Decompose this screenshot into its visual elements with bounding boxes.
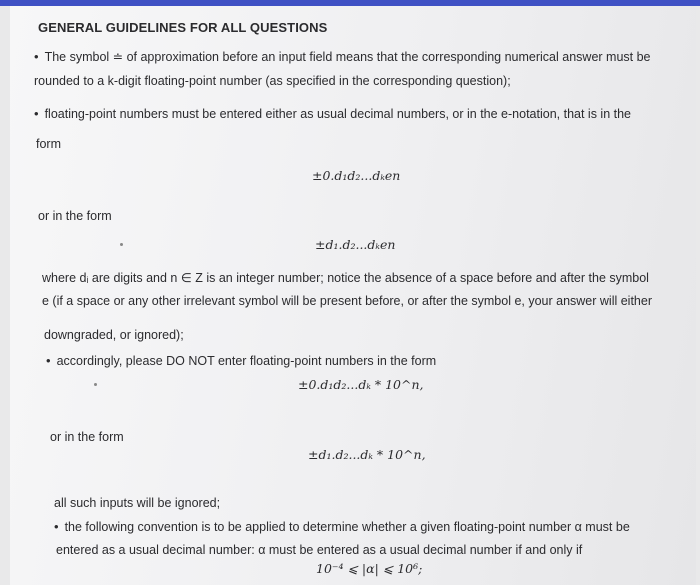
line-4: form: [36, 137, 61, 151]
page-title: GENERAL GUIDELINES FOR ALL QUESTIONS: [38, 20, 328, 35]
bullet-convention: [54, 519, 630, 534]
line-12: the following convention is to be applied to determine whether a given floating-point number α must be: [64, 520, 630, 534]
formula-range: 10⁻⁴ ⩽ |α| ⩽ 10⁶;: [316, 561, 423, 576]
line-13: entered as a usual decimal number: α must be entered as a usual decimal number if and only if: [56, 543, 583, 557]
line-5: or in the form: [38, 209, 112, 223]
line-8: downgraded, or ignored);: [44, 328, 184, 342]
line-2: rounded to a k-digit floating-point number (as specified in the corresponding question);: [34, 74, 511, 88]
formula-e-notation-2: ±d₁.d₂...dₖen: [315, 237, 396, 252]
line-11: all such inputs will be ignored;: [54, 496, 221, 510]
line-6: where dᵢ are digits and n ∈ Z is an integer number; notice the absence of a space before and after the symbol: [42, 271, 649, 285]
line-1: The symbol ≐ of approximation before an input field means that the corresponding numerical answer must be: [44, 50, 651, 64]
bullet-icon: •: [46, 353, 51, 368]
bullet-approx-symbol: [34, 49, 651, 64]
line-9: accordingly, please DO NOT enter floating-point numbers in the form: [56, 354, 437, 368]
bullet-icon: •: [34, 106, 39, 121]
bullet-floating-point: [34, 106, 631, 121]
bullet-icon: •: [34, 49, 39, 64]
bullet-icon: •: [54, 519, 59, 534]
formula-wrong-1: ±0.d₁d₂...dₖ * 10^n,: [298, 377, 424, 392]
bullet-do-not-enter: [46, 353, 436, 368]
formula-e-notation-1: ±0.d₁d₂...dₖen: [312, 168, 401, 183]
line-3: floating-point numbers must be entered either as usual decimal numbers, or in the e-notation, that is in the: [44, 107, 632, 121]
line-10: or in the form: [50, 430, 124, 444]
guidelines-page: [10, 6, 696, 585]
formula-wrong-2: ±d₁.d₂...dₖ * 10^n,: [308, 447, 426, 462]
line-7: e (if a space or any other irrelevant symbol will be present before, or after the symbol e, your answer will either: [42, 294, 652, 308]
stray-mark: [120, 243, 123, 246]
stray-mark: [94, 383, 97, 386]
